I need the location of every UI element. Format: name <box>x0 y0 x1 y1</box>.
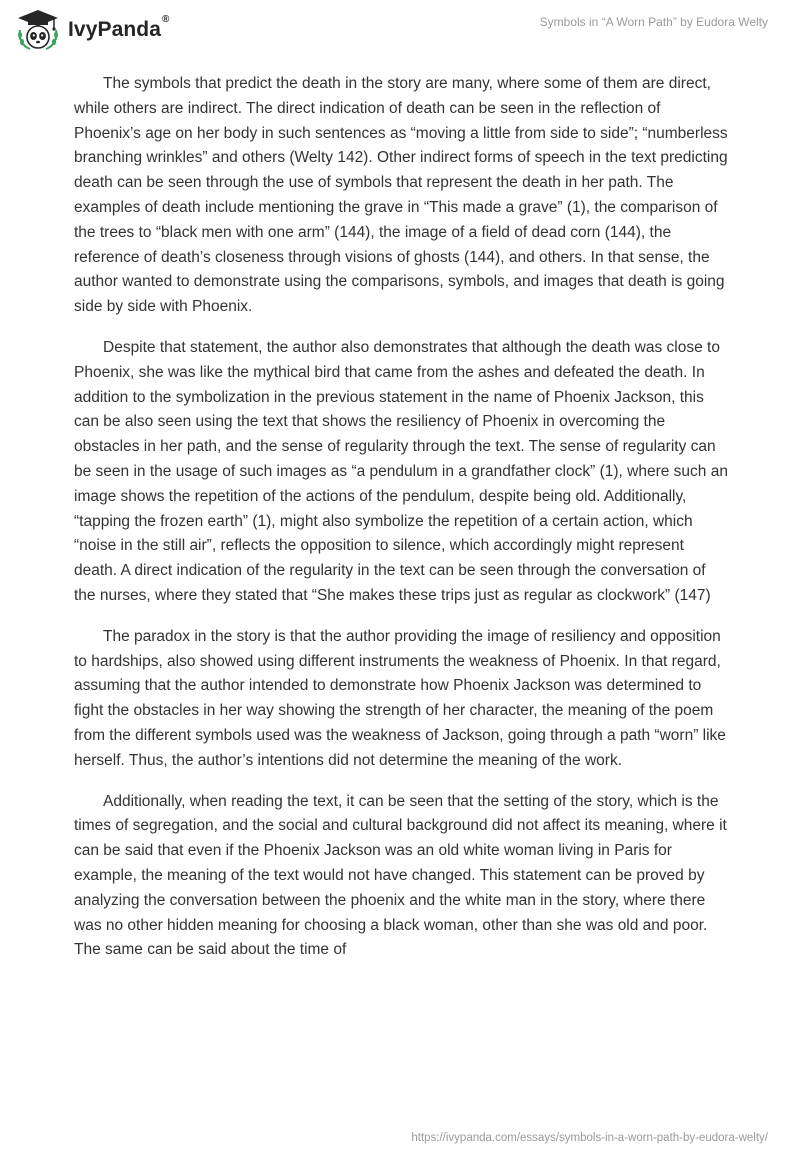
source-url-link[interactable]: https://ivypanda.com/essays/symbols-in-a-worn-path-by-eudora-welty/ <box>411 1132 768 1144</box>
brand-name: IvyPanda® <box>68 14 170 41</box>
ivypanda-logo[interactable] <box>14 8 169 52</box>
page-header <box>0 0 800 60</box>
registered-mark: ® <box>162 14 170 25</box>
paragraph: Additionally, when reading the text, it can be seen that the setting of the story, which is the times of segregation, and the social and cultural background did not affect its meaning, where it can be said that even if the Phoenix Jackson was an old white woman living in Paris for example, the meaning of the text would not have changed. This statement can be proved by analyzing the conversation between the phoenix and the white man in the story, where there was no other hidden meaning for choosing a black woman, other than she was old and poor. The same can be said about the time of <box>74 792 727 959</box>
paragraph: The symbols that predict the death in the story are many, where some of them are direct, while others are indirect. The direct indication of death can be seen in the reflection of Phoenix’s age on her body in such sentences as “moving a little from side to side”; “numberless branching wrinkles” and others (Welty 142). Other indirect forms of speech in the text predicting death can be seen through the use of symbols that represent the death in her path. The examples of death include mentioning the grave in “This made a grave” (1), the comparison of the trees to “black men with one arm” (144), the image of a field of dead corn (144), the reference of death’s closeness through visions of ghosts (144), and others. In that sense, the author wanted to demonstrate using the comparisons, symbols, and images that death is going side by side with Phoenix. <box>74 75 728 316</box>
essay-body <box>74 72 728 979</box>
paragraph: The paradox in the story is that the author providing the image of resiliency and opposition to hardships, also showed using different instruments the weakness of Phoenix. In that regard, assuming that the author intended to demonstrate how Phoenix Jackson was determined to fight the obstacles in her way showing the strength of her character, the meaning of the poem from the different symbols used was the weakness of Jackson, going through a path “worn” like herself. Thus, the author’s intentions did not determine the meaning of the work. <box>74 627 726 769</box>
panda-graduate-icon <box>14 8 62 52</box>
document-title: Symbols in “A Worn Path” by Eudora Welty <box>539 15 768 29</box>
paragraph: Despite that statement, the author also demonstrates that although the death was close to Phoenix, she was like the mythical bird that came from the ashes and defeated the death. In addition to the symbolization in the previous statement in the name of Phoenix Jackson, this can be also seen using the text that shows the resiliency of Phoenix in overcoming the obstacles in her path, and the sense of regularity through the text. The sense of regularity can be seen in the usage of such images as “a pendulum in a grandfather clock” (1), where such an image shows the repetition of the actions of the pendulum, despite being old. Additionally, “tapping the frozen earth” (1), might also symbolize the repetition of a certain action, which “noise in the still air”, reflects the opposition to silence, which accordingly might represent death. A direct indication of the regularity in the text can be seen through the conversation of the nurses, where they stated that “She makes these trips just as regular as clockwork” (147) <box>74 338 728 604</box>
